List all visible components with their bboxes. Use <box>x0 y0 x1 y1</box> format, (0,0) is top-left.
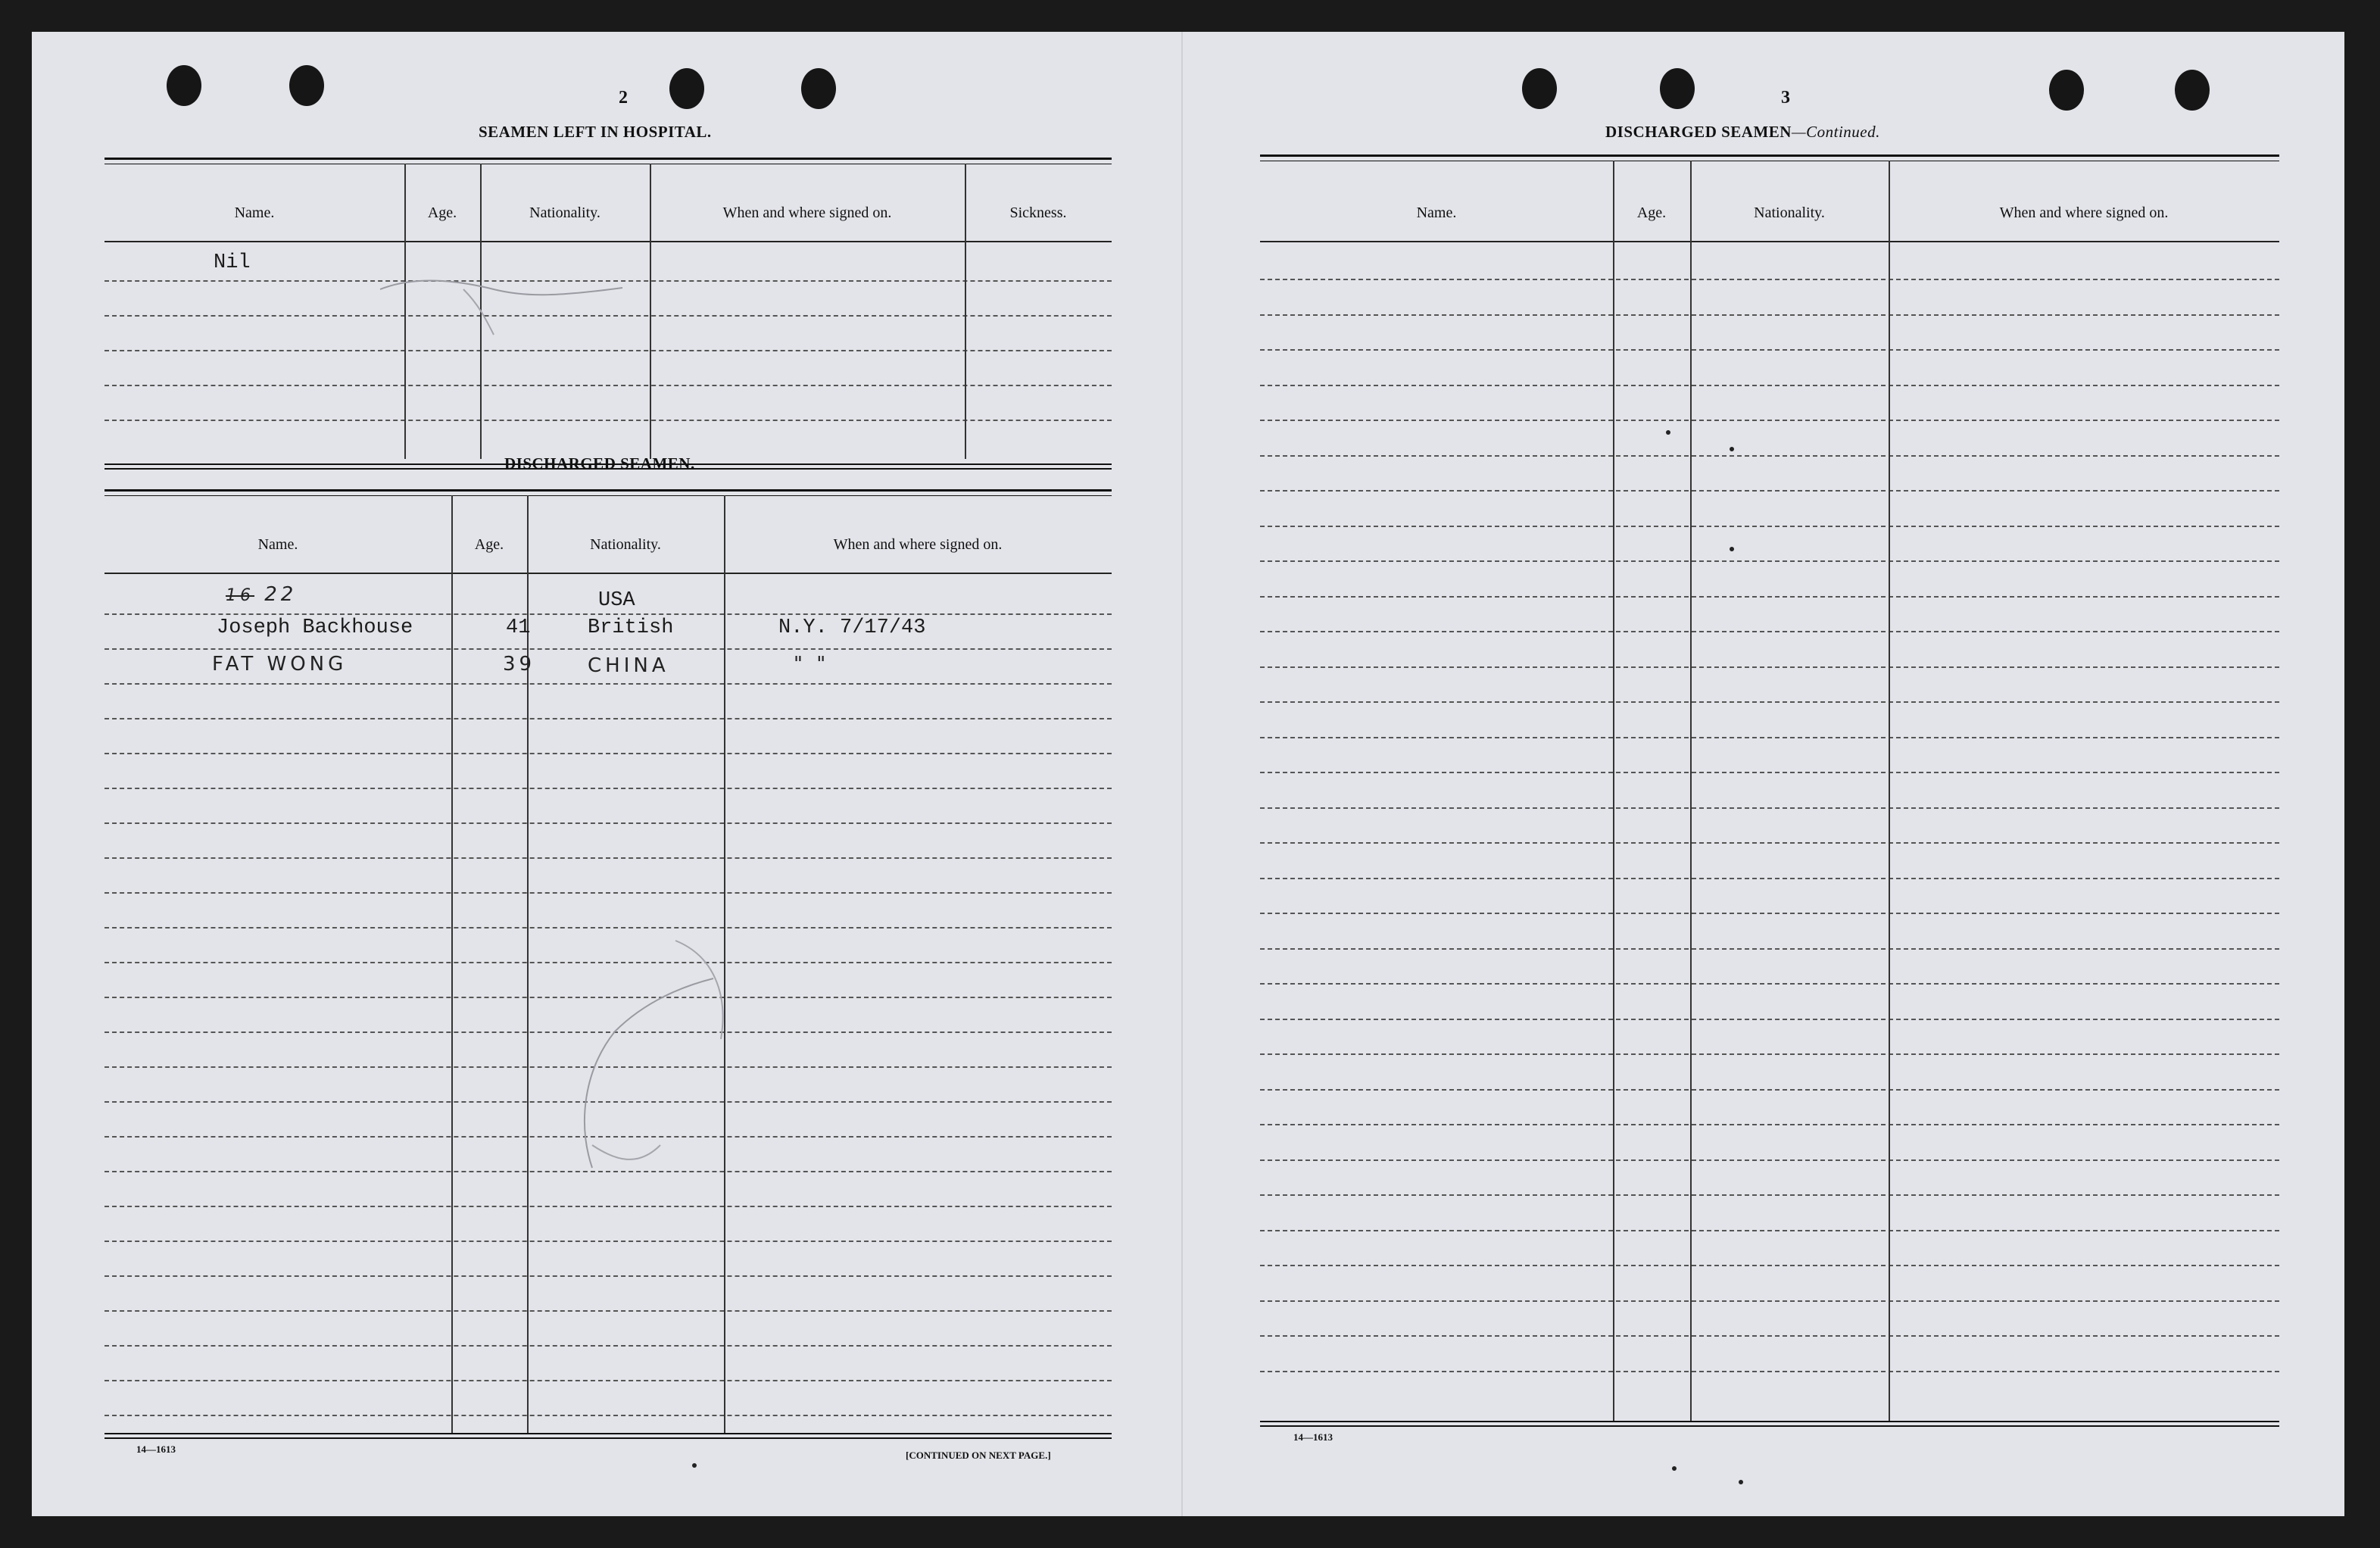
ruled-line <box>1260 279 2279 280</box>
col-header-signed-on: When and where signed on. <box>722 204 892 221</box>
ruled-line <box>1260 631 2279 632</box>
continued-note: [CONTINUED ON NEXT PAGE.] <box>906 1450 1051 1461</box>
punch-hole-icon <box>167 65 201 106</box>
ruled-line <box>104 788 1112 789</box>
punch-hole-icon <box>2049 70 2084 111</box>
ruled-line <box>1260 1335 2279 1337</box>
page-number-right: 3 <box>1781 88 1790 108</box>
page-fold <box>1181 32 1183 1516</box>
ruled-line <box>1260 526 2279 527</box>
ruled-line <box>1260 490 2279 492</box>
ruled-line <box>1260 1089 2279 1091</box>
ruled-line <box>104 753 1112 754</box>
ruled-line <box>104 822 1112 824</box>
ruled-line <box>104 718 1112 719</box>
ruled-line <box>1260 596 2279 598</box>
col-header-nationality: Nationality. <box>1754 204 1825 221</box>
ruled-line <box>1260 1371 2279 1372</box>
ink-speck <box>1730 447 1734 451</box>
ruled-line <box>1260 1265 2279 1266</box>
col-header-nationality: Nationality. <box>529 204 600 221</box>
hospital-entry: Nil <box>214 251 251 274</box>
ruled-line <box>1260 807 2279 809</box>
ruled-line <box>1260 666 2279 668</box>
col-header-nationality: Nationality. <box>590 536 661 553</box>
ruled-line <box>1260 560 2279 562</box>
row-signed-on: " " <box>794 653 830 676</box>
ruled-line <box>1260 455 2279 457</box>
ruled-line <box>1260 1019 2279 1020</box>
ruled-line <box>104 1275 1112 1277</box>
ruled-line <box>104 1310 1112 1312</box>
ruled-line <box>1260 948 2279 950</box>
ruled-line <box>1260 1230 2279 1231</box>
ruled-line <box>1260 1300 2279 1302</box>
ruled-line <box>104 1206 1112 1207</box>
col-header-age: Age. <box>427 204 457 221</box>
col-header-sickness: Sickness. <box>1009 204 1067 221</box>
ink-speck <box>1730 547 1734 551</box>
ruled-line <box>104 857 1112 859</box>
col-header-age: Age. <box>1636 204 1667 221</box>
pencil-scrawl-icon <box>373 259 645 350</box>
ruled-line <box>1260 349 2279 351</box>
ruled-line <box>1260 314 2279 316</box>
row-nationality: USA <box>598 589 635 612</box>
col-header-name: Name. <box>234 204 275 221</box>
row-age: 41 <box>506 616 531 639</box>
col-header-age: Age. <box>474 536 504 553</box>
discharged-continued-title: DISCHARGED SEAMEN—Continued. <box>1605 123 1880 141</box>
discharged-section-title: DISCHARGED SEAMEN. <box>504 454 695 473</box>
row-name: FAT WONG <box>212 653 348 676</box>
punch-hole-icon <box>1660 68 1695 109</box>
ruled-line <box>1260 878 2279 879</box>
ruled-line <box>1260 737 2279 738</box>
col-header-signed-on: When and where signed on. <box>1999 204 2169 221</box>
ruled-line <box>104 892 1112 894</box>
ink-speck <box>1739 1480 1743 1484</box>
row-age: 39 <box>503 653 536 676</box>
ink-speck <box>1666 430 1670 435</box>
ink-speck <box>692 1463 697 1468</box>
punch-hole-icon <box>1522 68 1557 109</box>
form-number-right: 14—1613 <box>1293 1431 1333 1443</box>
ruled-line <box>104 683 1112 685</box>
punch-hole-icon <box>289 65 324 106</box>
ruled-line <box>104 613 1112 615</box>
pencil-scribble-icon <box>547 895 804 1198</box>
ruled-line <box>104 1415 1112 1416</box>
col-header-signed-on: When and where signed on. <box>833 536 1003 553</box>
row-nationality: British <box>588 616 674 639</box>
ruled-line <box>1260 913 2279 914</box>
ruled-line <box>104 1241 1112 1242</box>
discharged-continued-table <box>1260 154 2279 1428</box>
ruled-line <box>1260 772 2279 773</box>
ruled-line <box>1260 701 2279 703</box>
ruled-line <box>104 648 1112 650</box>
ruled-line <box>1260 385 2279 386</box>
hospital-section-title: SEAMEN LEFT IN HOSPITAL. <box>479 123 712 141</box>
punch-hole-icon <box>669 68 704 109</box>
ink-speck <box>1672 1466 1677 1471</box>
ruled-line <box>1260 1194 2279 1196</box>
row-name: 16 22 <box>226 583 298 606</box>
row-signed-on: N.Y. 7/17/43 <box>778 616 926 639</box>
page-number-left: 2 <box>619 88 628 108</box>
ruled-line <box>1260 420 2279 421</box>
ruled-line <box>1260 1159 2279 1161</box>
ledger-sheet <box>32 32 2344 1516</box>
row-name: Joseph Backhouse <box>217 616 413 639</box>
ruled-line <box>1260 842 2279 844</box>
ruled-line <box>104 1345 1112 1347</box>
punch-hole-icon <box>801 68 836 109</box>
col-header-name: Name. <box>1416 204 1457 221</box>
form-number-left: 14—1613 <box>136 1443 176 1455</box>
ruled-line <box>104 1380 1112 1381</box>
ruled-line <box>1260 983 2279 985</box>
row-nationality: CHINA <box>588 654 669 677</box>
ruled-line <box>1260 1053 2279 1055</box>
ruled-line <box>1260 1124 2279 1125</box>
punch-hole-icon <box>2175 70 2210 111</box>
col-header-name: Name. <box>257 536 298 553</box>
